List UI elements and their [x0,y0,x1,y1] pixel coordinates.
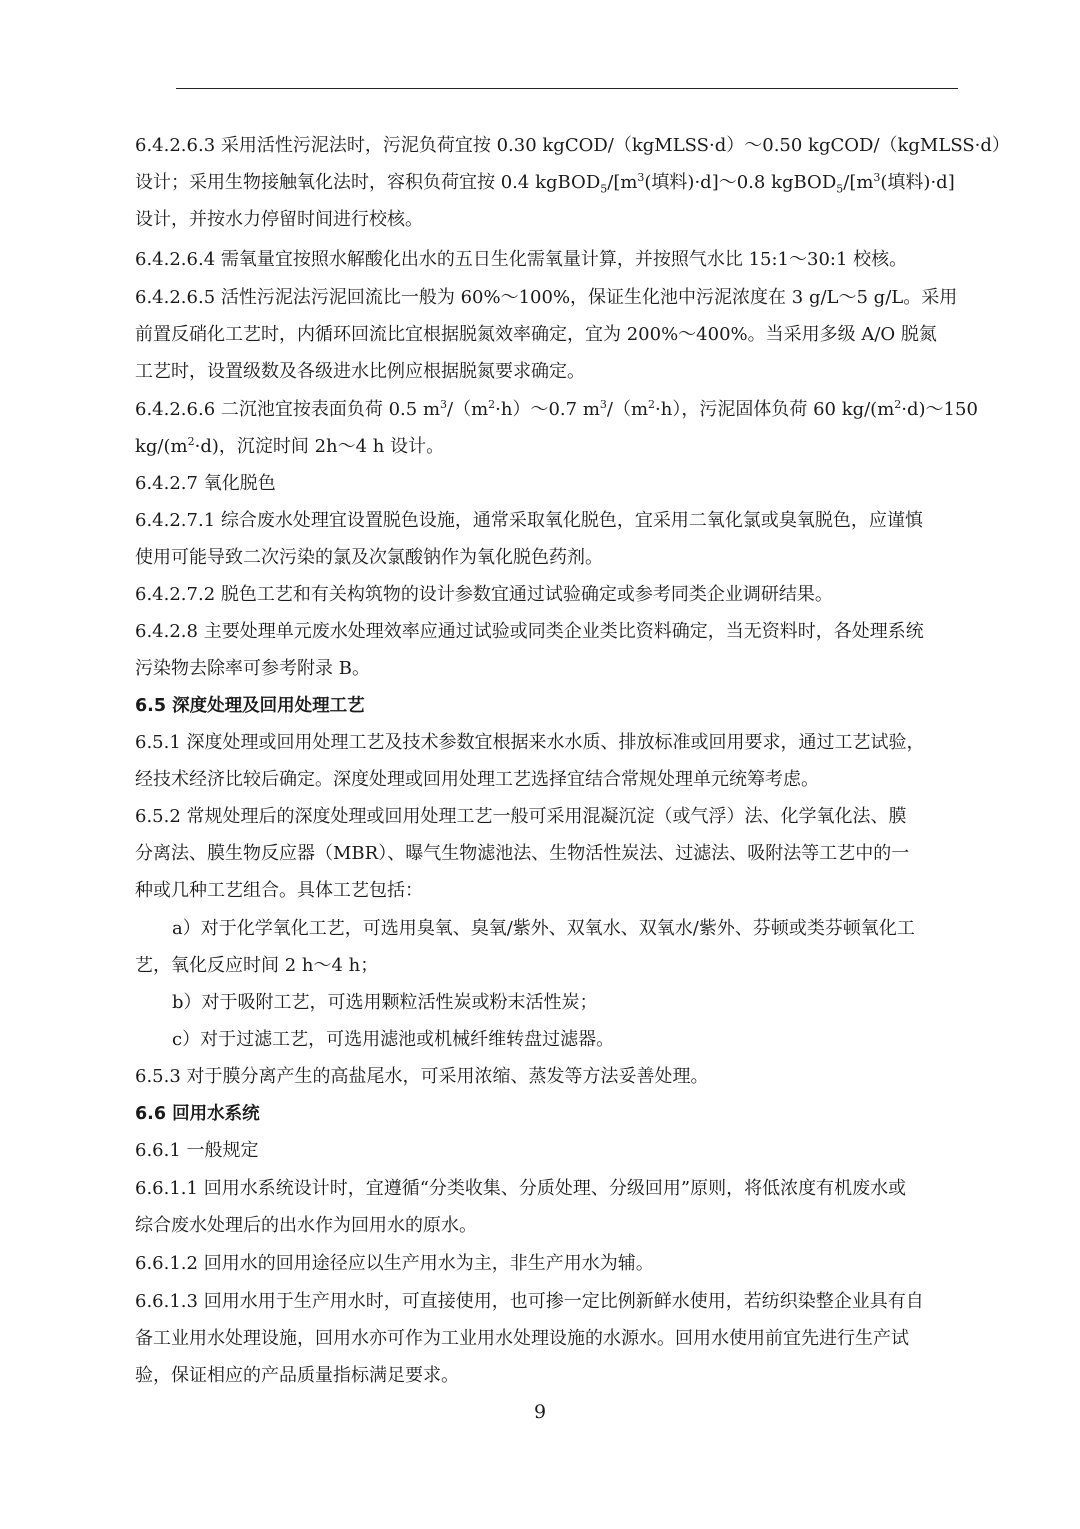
list-item-b: b）对于吸附工艺，可选用颗粒活性炭或粉末活性炭； [172,992,598,1013]
header-rule [176,88,958,89]
text-line: 6.4.2.6.3 采用活性污泥法时，污泥负荷宜按 0.30 kgCOD/（kgMLSS·d）～0.50 kgCOD/（kgMLSS·d） [135,135,1010,156]
list-item-c: c）对于过滤工艺，可选用滤池或机械纤维转盘过滤器。 [172,1029,615,1050]
text-line: 经技术经济比较后确定。深度处理或回用处理工艺选择宜结合常规处理单元统筹考虑。 [135,769,819,790]
text-line: 6.4.2.6.6 二沉池宜按表面负荷 0.5 $m^3/(m^2\cdot h)\sim 0.7$ $m^3/(m^2\cdot h)$，污泥固体负荷 60 $kg/(m^2\cdot d)\sim 150$ [135,398,978,420]
text-line: 前置反硝化工艺时，内循环回流比宜根据脱氮效率确定，宜为 200%～400%。当采用多级 A/O 脱氮 [135,324,937,345]
section-heading-6-5: 6.5 深度处理及回用处理工艺 [135,696,365,716]
text-line: 6.6.1.1 回用水系统设计时，宜遵循“分类收集、分质处理、分级回用”原则，将低浓度有机废水或 [135,1178,907,1199]
text-line: 6.4.2.7.1 综合废水处理宜设置脱色设施，通常采取氧化脱色，宜采用二氧化氯或臭氧脱色，应谨慎 [135,510,923,531]
section-heading: 6.4.2.7 氧化脱色 [135,473,276,494]
section-heading-6-6: 6.6 回用水系统 [135,1104,260,1124]
text-line: 6.5.2 常规处理后的深度处理或回用处理工艺一般可采用混凝沉淀（或气浮）法、化学氧化法、膜 [135,806,907,827]
text-line: 分离法、膜生物反应器（MBR）、曝气生物滤池法、生物活性炭法、过滤法、吸附法等工艺中的一 [135,843,910,864]
text-line: 6.4.2.6.5 活性污泥法污泥回流比一般为 60%～100%，保证生化池中污泥浓度在 3 g/L～5 g/L。采用 [135,287,958,308]
text-line: 污染物去除率可参考附录 B。 [135,658,370,679]
text-line: 使用可能导致二次污染的氯及次氯酸钠作为氧化脱色药剂。 [135,547,603,568]
text-line: 6.4.2.6.4 需氧量宜按照水解酸化出水的五日生化需氧量计算，并按照气水比 15:1～30:1 校核。 [135,249,908,270]
text-line: 验，保证相应的产品质量指标满足要求。 [135,1365,459,1386]
text-line: 6.6.1.2 回用水的回用途径应以生产用水为主，非生产用水为辅。 [135,1253,654,1274]
text-line: 6.6.1.3 回用水用于生产用水时，可直接使用，也可掺一定比例新鲜水使用，若纺织染整企业具有自 [135,1291,924,1312]
page-number: 9 [533,1401,547,1423]
text-line: 备工业用水处理设施，回用水亦可作为工业用水处理设施的水源水。回用水使用前宜先进行生产试 [135,1328,909,1349]
text-line: 种或几种工艺组合。具体工艺包括： [135,880,423,901]
section-heading: 6.6.1 一般规定 [135,1140,259,1161]
list-item-a: a）对于化学氧化工艺，可选用臭氧、臭氧/紫外、双氧水、双氧水/紫外、芬顿或类芬顿氧化工 [172,918,915,939]
text-line: 综合废水处理后的出水作为回用水的原水。 [135,1215,477,1236]
text-line: $kg/(m^2\cdot d)$，沉淀时间 2h～4 h 设计。 [135,435,445,457]
text-line: 6.4.2.8 主要处理单元废水处理效率应通过试验或同类企业类比资料确定，当无资料时，各处理系统 [135,621,924,642]
text-line: 设计，并按水力停留时间进行校核。 [135,209,423,230]
text-line: 艺，氧化反应时间 2 h～4 h； [135,955,379,976]
text-line: 6.5.1 深度处理或回用处理工艺及技术参数宜根据来水水质、排放标准或回用要求，通过工艺试验， [135,732,925,753]
text-line: 6.5.3 对于膜分离产生的高盐尾水，可采用浓缩、蒸发等方法妥善处理。 [135,1066,709,1087]
text-line: 设计；采用生物接触氧化法时，容积负荷宜按 0.4 $kgBOD_5/[m^3$(填料)·d]～0.8 $kgBOD_5/[m^3$(填料)·d] [135,171,955,196]
text-line: 6.4.2.7.2 脱色工艺和有关构筑物的设计参数宜通过试验确定或参考同类企业调研结果。 [135,584,833,605]
text-line: 工艺时，设置级数及各级进水比例应根据脱氮要求确定。 [135,361,585,382]
